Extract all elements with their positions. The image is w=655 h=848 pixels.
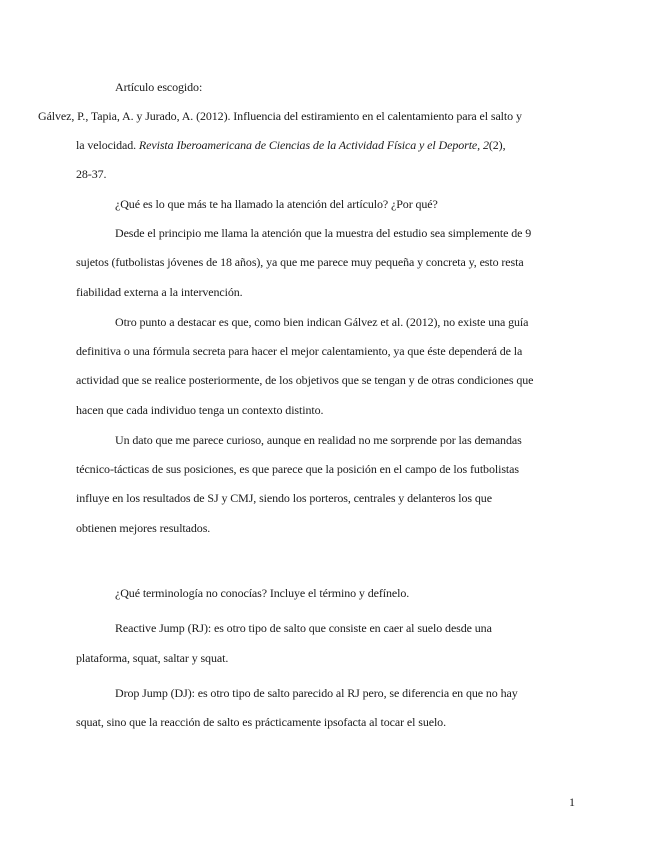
reference-issue: (2),: [488, 138, 506, 152]
paragraph-line: influye en los resultados de SJ y CMJ, siendo los porteros, centrales y delanteros los que: [76, 491, 492, 505]
paragraph-line: squat, sino que la reacción de salto es prácticamente ipsofacta al tocar el suelo.: [76, 715, 446, 729]
reference-line: 28-37.: [76, 167, 107, 181]
paragraph-line: técnico-tácticas de sus posiciones, es que parece que la posición en el campo de los futbolistas: [76, 462, 519, 476]
paragraph-line: fiabilidad externa a la intervención.: [76, 285, 243, 299]
paragraph-line: obtienen mejores resultados.: [76, 521, 211, 535]
question-heading: ¿Qué es lo que más te ha llamado la atención del artículo? ¿Por qué?: [115, 197, 438, 211]
page-number: 1: [569, 795, 575, 809]
paragraph-line: Reactive Jump (RJ): es otro tipo de salto que consiste en caer al suelo desde una: [115, 621, 492, 635]
reference-line: [76, 137, 505, 153]
reference-text: la velocidad.: [76, 138, 139, 152]
paragraph-line: Drop Jump (DJ): es otro tipo de salto parecido al RJ pero, se diferencia en que no hay: [115, 686, 518, 700]
paragraph-line: sujetos (futbolistas jóvenes de 18 años), ya que me parece muy pequeña y concreta y, esto resta: [76, 255, 524, 269]
paragraph-line: Desde el principio me llama la atención que la muestra del estudio sea simplemente de 9: [115, 226, 532, 240]
paragraph-line: Otro punto a destacar es que, como bien indican Gálvez et al. (2012), no existe una guía: [115, 315, 529, 329]
question-heading: ¿Qué terminología no conocías? Incluye el término y defínelo.: [115, 586, 410, 600]
paragraph-line: definitiva o una fórmula secreta para hacer el mejor calentamiento, ya que éste dependerá de la: [76, 344, 523, 358]
section-heading: Artículo escogido:: [115, 80, 203, 94]
paragraph-line: hacen que cada individuo tenga un contexto distinto.: [76, 403, 324, 417]
paragraph-line: actividad que se realice posteriormente, de los objetivos que se tengan y de otras condiciones que: [76, 373, 534, 387]
journal-title: Revista Iberoamericana de Ciencias de la Actividad Física y el Deporte, 2: [138, 138, 489, 152]
paragraph-line: plataforma, squat, saltar y squat.: [76, 651, 229, 665]
reference-line: Gálvez, P., Tapia, A. y Jurado, A. (2012). Influencia del estiramiento en el calentamiento para el salto y: [38, 109, 522, 123]
paragraph-line: Un dato que me parece curioso, aunque en realidad no me sorprende por las demandas: [115, 433, 522, 447]
